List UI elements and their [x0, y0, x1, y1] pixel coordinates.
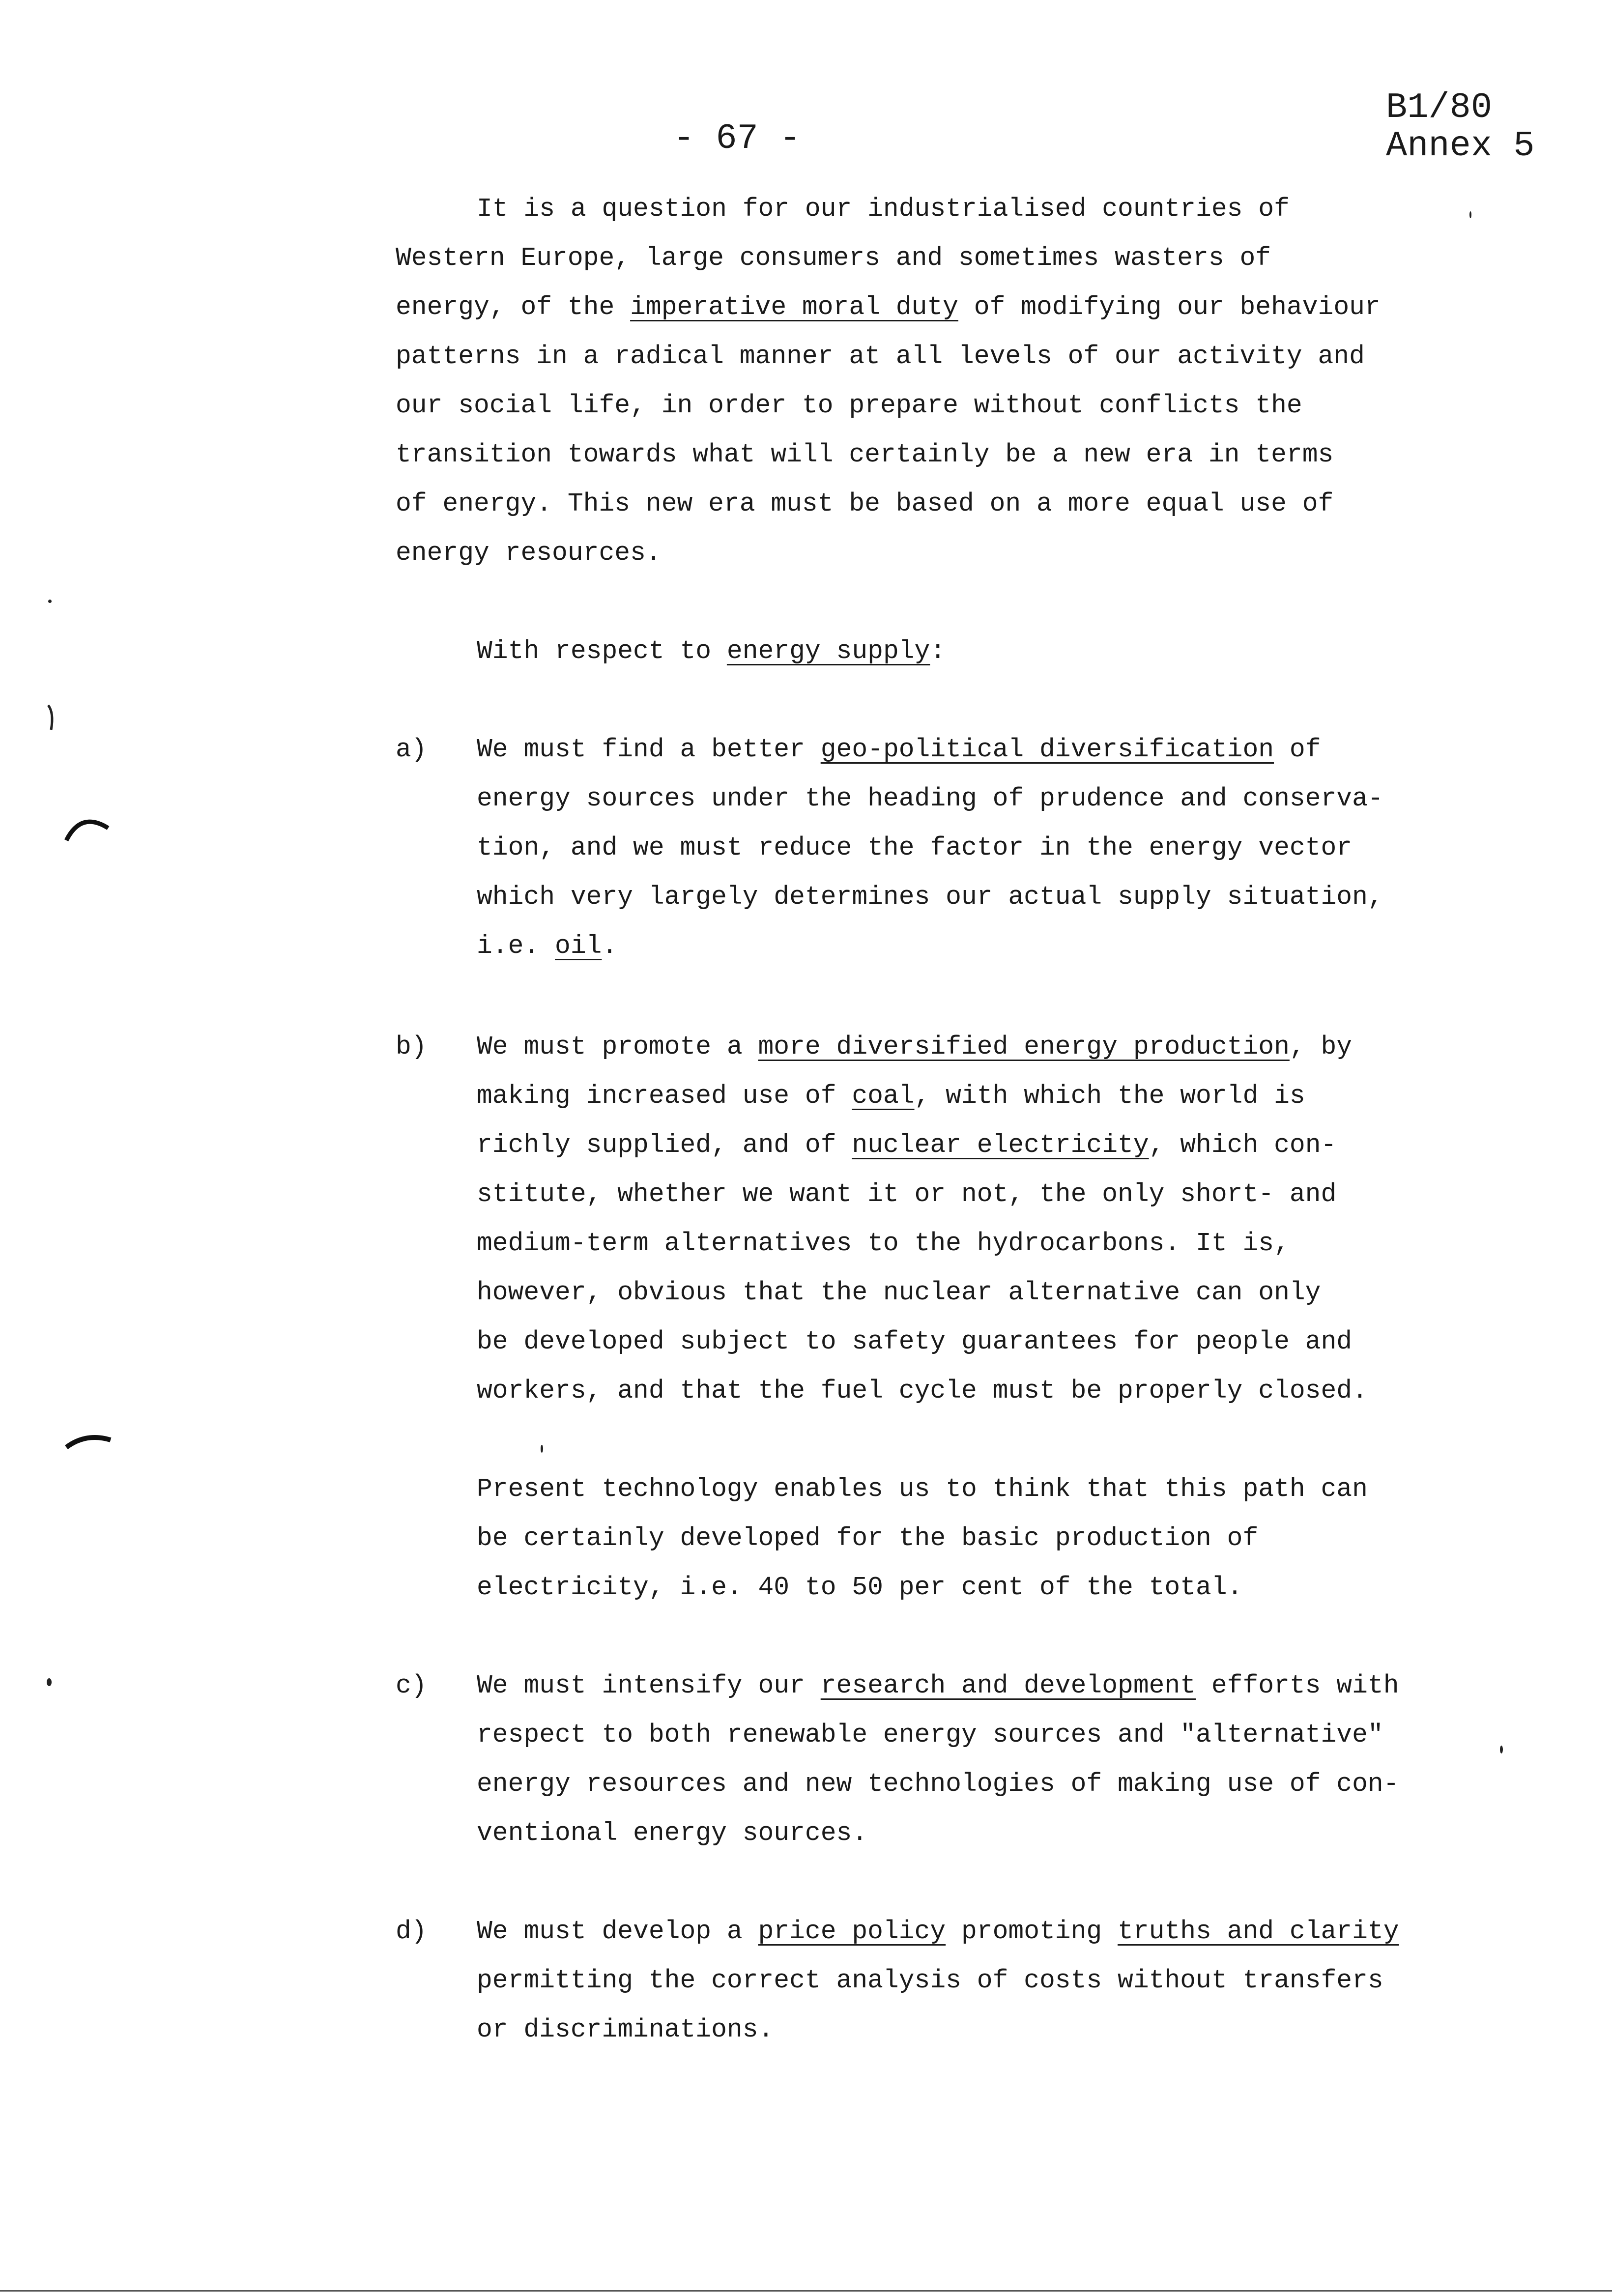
item-b-continuation [477, 1464, 1368, 1612]
text-segment: We must find a better [477, 735, 821, 764]
text-line [396, 283, 1381, 332]
bottom-edge-rule [0, 2290, 1612, 2292]
scan-mark-dot-5 [541, 1445, 543, 1453]
underlined-phrase: research and development [820, 1671, 1196, 1700]
text-segment: We must develop a [477, 1917, 758, 1946]
text-line: It is a question for our industrialised countries of [477, 194, 1290, 224]
text-segment: We must intensify our [477, 1671, 821, 1700]
underlined-phrase: geo-political diversification [820, 735, 1274, 764]
text-line: permitting the correct analysis of costs without transfers [477, 1966, 1383, 1995]
text-segment: richly supplied, and of [477, 1130, 852, 1160]
text-line: Western Europe, large consumers and sometimes wasters of [396, 243, 1271, 273]
scan-mark-dot-4 [1469, 211, 1471, 218]
text-line: transition towards what will certainly be a new era in terms [396, 440, 1334, 469]
document-reference [1386, 88, 1534, 165]
text-line: or discriminations. [477, 2015, 774, 2044]
text-line: our social life, in order to prepare without conflicts the [396, 391, 1302, 420]
scan-mark-dot-2 [48, 600, 52, 603]
text-line: medium-term alternatives to the hydrocarbons. It is, [477, 1229, 1290, 1258]
text-line [477, 1022, 1368, 1071]
item-b-marker: b) [396, 1032, 427, 1062]
underlined-phrase: truths and clarity [1118, 1917, 1399, 1946]
page-number: - 67 - [673, 118, 801, 159]
text-line: however, obvious that the nuclear alternative can only [477, 1278, 1321, 1307]
item-d-text [477, 1907, 1399, 2054]
text-segment: We must promote a [477, 1032, 758, 1062]
text-segment: . [602, 931, 618, 961]
item-c-text [477, 1661, 1399, 1858]
text-line: respect to both renewable energy sources and "alternative" [477, 1720, 1383, 1750]
underlined-phrase: oil [555, 931, 602, 961]
text-segment: i.e. [477, 931, 555, 961]
text-line: electricity, i.e. 40 to 50 per cent of the total. [477, 1573, 1243, 1602]
text-line: of energy. This new era must be based on a more equal use of [396, 489, 1334, 518]
intro-paragraph [396, 184, 1381, 577]
text-line: Present technology enables us to think that this path can [477, 1474, 1368, 1504]
text-segment: , with which the world is [914, 1081, 1305, 1111]
text-line: tion, and we must reduce the factor in the energy vector [477, 833, 1353, 862]
item-a-marker: a) [396, 735, 427, 764]
underlined-phrase: imperative moral duty [630, 292, 958, 322]
item-b-text [477, 1022, 1368, 1415]
underlined-phrase: price policy [758, 1917, 946, 1946]
text-line: stitute, whether we want it or not, the only short- and [477, 1179, 1337, 1209]
text-line: which very largely determines our actual supply situation, [477, 882, 1383, 912]
text-segment: , which con- [1149, 1130, 1337, 1160]
document-code: B1/80 [1386, 87, 1493, 128]
text-line: be developed subject to safety guarantees for people and [477, 1327, 1353, 1356]
text-line: energy sources under the heading of prudence and conserva- [477, 784, 1383, 813]
text-line: energy resources. [396, 538, 662, 568]
text-line: patterns in a radical manner at all levels of our activity and [396, 342, 1365, 371]
text-segment: promoting [946, 1917, 1118, 1946]
text-line [477, 1907, 1399, 1956]
text-line: workers, and that the fuel cycle must be properly closed. [477, 1376, 1368, 1406]
text-line: be certainly developed for the basic production of [477, 1523, 1259, 1553]
supply-heading: With respect to energy supply: [477, 636, 946, 666]
text-line [477, 1071, 1368, 1120]
underlined-phrase: coal [852, 1081, 915, 1111]
text-line: energy resources and new technologies of making use of con- [477, 1769, 1399, 1799]
text-line [477, 725, 1383, 774]
annex-label: Annex 5 [1386, 126, 1535, 166]
item-d-marker: d) [396, 1917, 427, 1946]
text-segment: of [1274, 735, 1321, 764]
text-segment: efforts with [1196, 1671, 1399, 1700]
item-a-text [477, 725, 1383, 971]
text-segment: energy, of the [396, 292, 631, 322]
text-line [477, 1661, 1399, 1710]
text-line [477, 921, 1383, 971]
text-line: ventional energy sources. [477, 1818, 868, 1848]
text-line [477, 1120, 1368, 1170]
scan-mark-arc-2 [61, 1425, 115, 1455]
scan-mark-dot-1 [47, 1678, 52, 1686]
scan-mark-dot-3 [1500, 1746, 1503, 1753]
text-segment: of modifying our behaviour [958, 292, 1381, 322]
underlined-phrase: more diversified energy production [758, 1032, 1290, 1062]
text-segment: , by [1289, 1032, 1353, 1062]
text-segment: making increased use of [477, 1081, 852, 1111]
item-c-marker: c) [396, 1671, 427, 1700]
scan-mark-arc-1 [59, 806, 113, 845]
scan-mark-tick [44, 703, 59, 732]
underlined-phrase: nuclear electricity [852, 1130, 1149, 1160]
